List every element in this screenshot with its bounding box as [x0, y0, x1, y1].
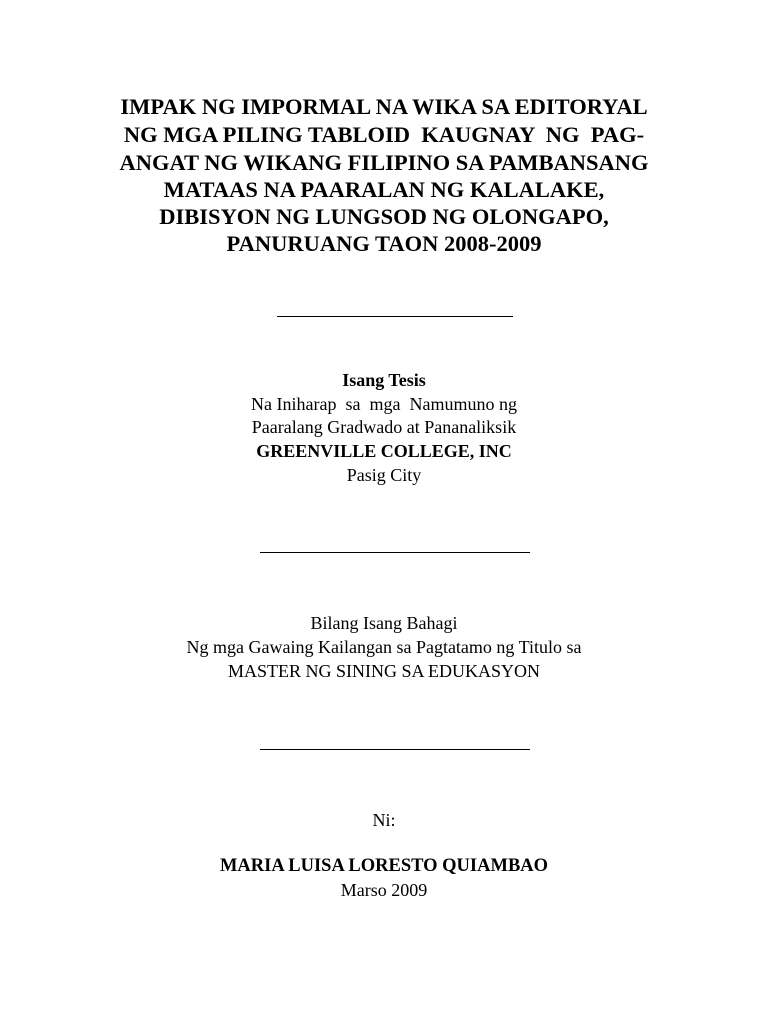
institution-name: GREENVILLE COLLEGE, INC — [256, 441, 512, 461]
divider-1 — [277, 316, 513, 317]
partial-fulfillment-line: Bilang Isang Bahagi — [310, 613, 458, 633]
institution-location: Pasig City — [346, 465, 422, 485]
title-line-6: PANURUANG TAON 2008-2009 — [226, 231, 542, 256]
degree-name: MASTER NG SINING SA EDUKASYON — [227, 661, 541, 681]
presented-to-line: Na Iniharap sa mga Namumuno ng — [251, 394, 517, 414]
thesis-heading: Isang Tesis — [342, 370, 426, 390]
author-name: MARIA LUISA LORESTO QUIAMBAO — [219, 856, 549, 876]
requirements-line: Ng mga Gawaing Kailangan sa Pagtatamo ng Titulo sa — [186, 637, 582, 657]
title-line-4: MATAAS NA PAARALAN NG KALALAKE, — [163, 177, 605, 202]
graduate-school-line: Paaralang Gradwado at Pananaliksik — [251, 417, 517, 437]
by-label: Ni: — [372, 810, 396, 830]
divider-3 — [260, 749, 530, 750]
title-line-5: DIBISYON NG LUNGSOD NG OLONGAPO, — [159, 204, 609, 229]
submission-date: Marso 2009 — [340, 880, 428, 900]
title-line-2: NG MGA PILING TABLOID KAUGNAY NG PAG- — [123, 122, 645, 147]
title-line-1: IMPAK NG IMPORMAL NA WIKA SA EDITORYAL — [120, 94, 648, 119]
title-line-3: ANGAT NG WIKANG FILIPINO SA PAMBANSANG — [119, 150, 649, 175]
divider-2 — [260, 552, 530, 553]
